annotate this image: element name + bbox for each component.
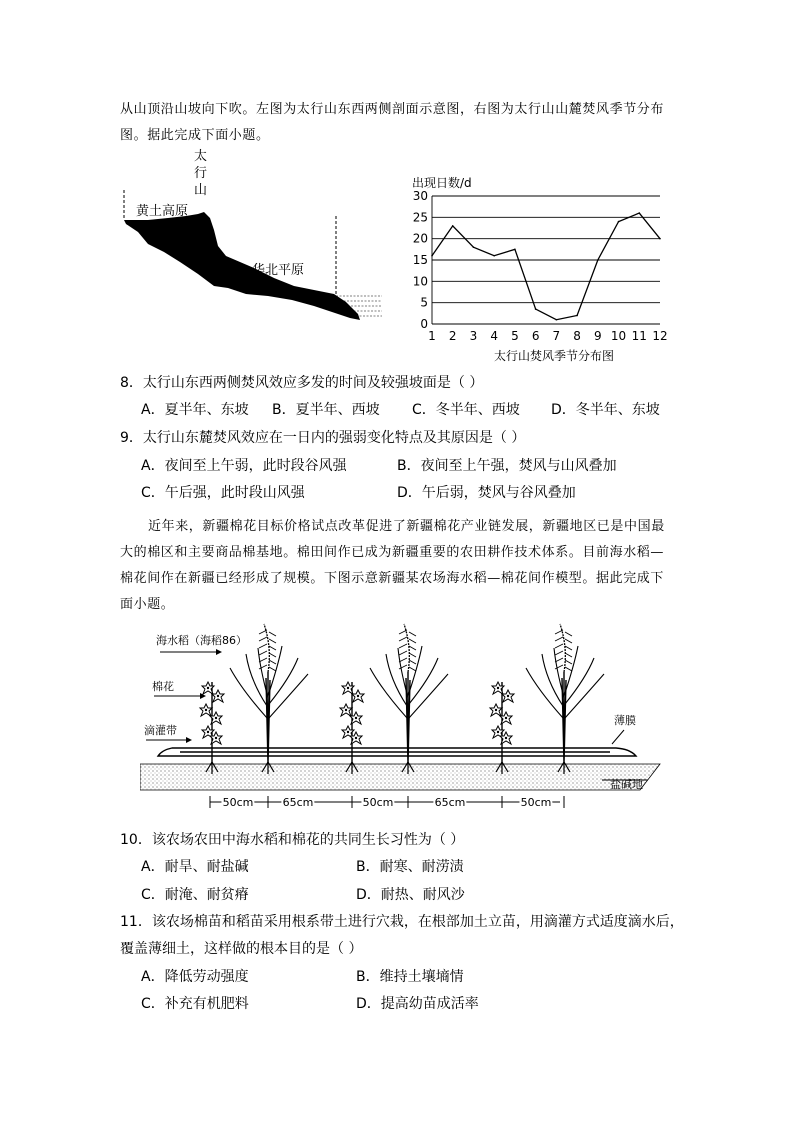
- q8-option-c[interactable]: C．冬半年、西坡: [412, 402, 520, 418]
- drip-arrow-head: [186, 737, 192, 743]
- chart-ylabel: 出现日数/d: [412, 176, 472, 190]
- q10-option-a[interactable]: A．耐旱、耐盐碱: [141, 859, 249, 875]
- chart-x-tick-label: 4: [490, 329, 499, 343]
- chart-x-tick-label: 7: [552, 329, 561, 343]
- chart-point: [556, 319, 558, 321]
- film-label: 薄膜: [614, 714, 636, 727]
- saline-soil: [140, 764, 660, 790]
- q8-option-a[interactable]: A．夏半年、东坡: [141, 402, 249, 418]
- cotton-label: 棉花: [152, 680, 174, 693]
- rice-label: 海水稻（海稻86）: [156, 634, 247, 647]
- drip-label: 滴灌带: [144, 724, 177, 737]
- intro2-line: 棉花间作在新疆已经形成了规模。下图示意新疆某农场海水稻—棉花间作模型。据此完成下: [120, 571, 665, 586]
- q8-option-b[interactable]: B．夏半年、西坡: [272, 402, 380, 418]
- intro2-line: 近年来，新疆棉花目标价格试点改革促进了新疆棉花产业链发展，新疆地区已是中国最: [148, 519, 665, 534]
- spacing-3: 50cm: [362, 796, 394, 809]
- q9-option-b[interactable]: B．夜间至上午强，焚风与山风叠加: [397, 458, 617, 474]
- chart-y-tick-label: 30: [412, 189, 428, 203]
- intercropping-figure: [140, 618, 680, 813]
- north-china-plain-label: 华北平原: [252, 263, 305, 278]
- peak-label-2: 行: [194, 166, 208, 181]
- q9-option-a[interactable]: A．夜间至上午弱，此时段谷风强: [141, 458, 347, 474]
- intro2-line: 大的棉区和主要商品棉基地。棉田间作已成为新疆重要的农田耕作技术体系。目前海水稻—: [120, 545, 665, 560]
- chart-x-tick-label: 6: [531, 329, 540, 343]
- chart-y-tick-label: 15: [412, 253, 428, 267]
- chart-point: [618, 221, 620, 223]
- chart-x-tick-label: 11: [631, 329, 647, 343]
- chart-point: [597, 259, 599, 261]
- chart-point: [493, 255, 495, 257]
- chart-point: [431, 255, 433, 257]
- chart-x-tick-label: 9: [593, 329, 602, 343]
- chart-point: [535, 308, 537, 310]
- chart-point: [452, 225, 454, 227]
- chart-y-tick-label: 0: [420, 317, 428, 331]
- chart-point: [659, 238, 661, 240]
- chart-x-tick-label: 10: [610, 329, 627, 343]
- mountain-profile: [124, 212, 360, 320]
- q8-option-d[interactable]: D．冬半年、东坡: [551, 402, 660, 418]
- foehn-chart: [408, 172, 678, 364]
- intro2-line: 面小题。: [120, 597, 175, 612]
- q10-option-d[interactable]: D．耐热、耐风沙: [356, 887, 465, 903]
- peak-label-1: 太: [194, 149, 208, 164]
- chart-y-tick-label: 5: [420, 295, 428, 310]
- q11-option-c[interactable]: C．补充有机肥料: [141, 996, 249, 1012]
- loess-plateau-label: 黄土高原: [136, 204, 189, 219]
- soil-label: 盐碱地: [610, 778, 643, 791]
- spacing-2: 65cm: [282, 796, 314, 809]
- chart-point: [638, 212, 640, 214]
- chart-point: [473, 246, 475, 248]
- chart-point: [576, 315, 578, 317]
- q10-option-c[interactable]: C．耐淹、耐贫瘠: [141, 887, 249, 903]
- chart-y-ticks: [413, 189, 428, 331]
- spacing-1: 50cm: [222, 796, 254, 809]
- chart-x-tick-label: 5: [511, 329, 519, 343]
- q11-option-d[interactable]: D．提高幼苗成活率: [356, 996, 479, 1012]
- chart-y-tick-label: 20: [412, 231, 428, 246]
- peak-label-3: 山: [194, 183, 208, 198]
- cotton-plants: [200, 682, 514, 774]
- cotton-plant: [490, 682, 514, 774]
- chart-series-line: [432, 213, 660, 320]
- chart-gridlines: [432, 196, 660, 324]
- question-9-stem: 9．太行山东麓焚风效应在一日内的强弱变化特点及其原因是（ ）: [120, 430, 526, 446]
- rice-arrow-head: [216, 649, 222, 655]
- chart-y-tick-label: 10: [412, 274, 428, 289]
- chart-x-tick-label: 1: [428, 329, 436, 343]
- question-10-stem: 10．该农场农田中海水稻和棉花的共同生长习性为（ ）: [120, 832, 465, 848]
- intro-line: 从山顶沿山坡向下吹。左图为太行山东西两侧剖面示意图，右图为太行山山麓焚风季节分布: [120, 102, 665, 117]
- intro-line: 图。据此完成下面小题。: [120, 128, 270, 143]
- chart-x-ticks: [428, 329, 667, 343]
- cotton-plant: [340, 682, 364, 774]
- film-arrow: [612, 730, 624, 744]
- spacing-5: 50cm: [520, 796, 552, 809]
- chart-y-tick-label: 25: [412, 210, 428, 225]
- q11-option-b[interactable]: B．维持土壤墒情: [356, 969, 464, 985]
- chart-x-tick-label: 3: [469, 329, 478, 343]
- q10-option-b[interactable]: B．耐寒、耐涝渍: [356, 859, 464, 875]
- q11-option-a[interactable]: A．降低劳动强度: [141, 969, 249, 985]
- q9-option-c[interactable]: C．午后强，此时段山风强: [141, 485, 305, 501]
- chart-x-tick-label: 12: [652, 329, 668, 343]
- taihang-profile-figure: [118, 148, 390, 328]
- chart-x-tick-label: 8: [573, 329, 581, 343]
- chart-title: 太行山焚风季节分布图: [493, 349, 615, 363]
- question-11-stem: 11．该农场棉苗和稻苗采用根系带土进行穴栽，在根部加土立苗，用滴灌方式适度滴水后，: [120, 914, 684, 930]
- chart-x-tick-label: 2: [448, 329, 457, 343]
- spacing-4: 65cm: [434, 796, 466, 809]
- chart-points: [431, 212, 661, 320]
- question-11-stem-cont: 覆盖薄细土，这样做的根本目的是（ ）: [120, 941, 363, 957]
- chart-point: [514, 249, 516, 251]
- q9-option-d[interactable]: D．午后弱，焚风与谷风叠加: [397, 485, 576, 501]
- question-8-stem: 8．太行山东西两侧焚风效应多发的时间及较强坡面是（ ）: [120, 375, 484, 391]
